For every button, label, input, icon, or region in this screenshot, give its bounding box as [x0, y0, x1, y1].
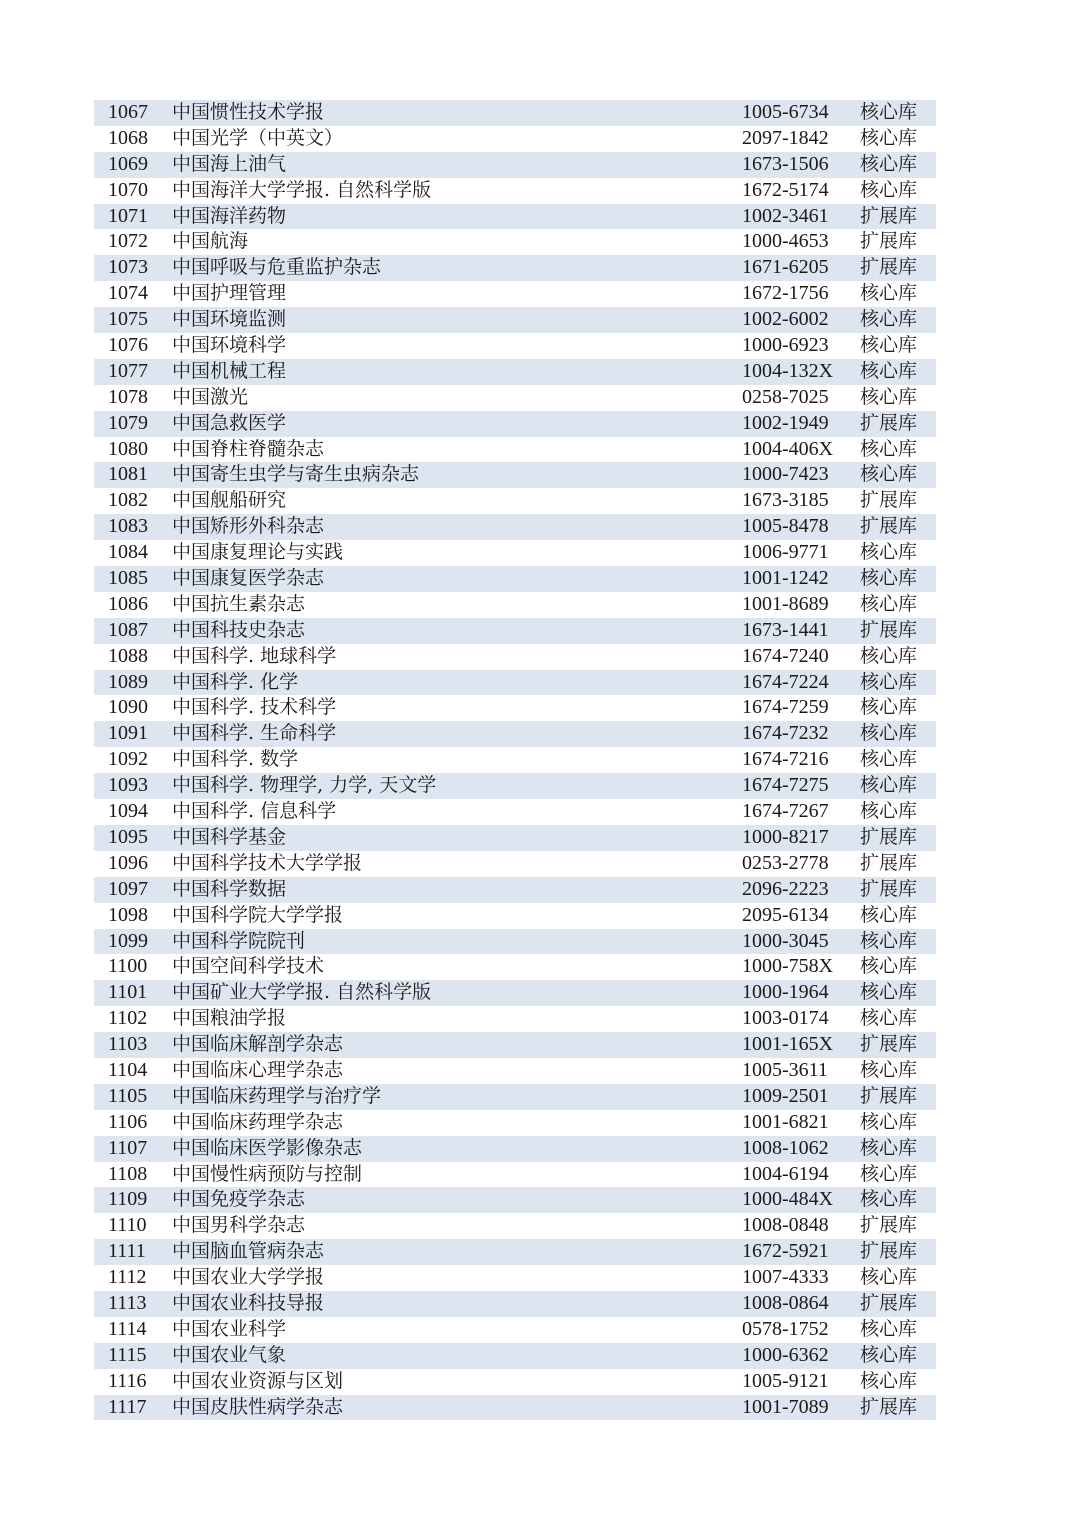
category-label: 核心库	[860, 1162, 918, 1185]
table-row	[94, 229, 936, 255]
issn: 0258-7025	[742, 385, 829, 408]
row-number: 1083	[108, 515, 148, 538]
row-number: 1090	[108, 696, 148, 719]
journal-name: 中国脑血管病杂志	[172, 1240, 325, 1263]
row-number: 1109	[108, 1188, 148, 1211]
table-row	[94, 1369, 936, 1395]
journal-name: 中国农业科技导报	[172, 1291, 325, 1314]
issn: 1004-6194	[742, 1162, 829, 1185]
row-number: 1070	[108, 178, 148, 201]
row-number: 1071	[108, 204, 148, 227]
issn: 1000-8217	[742, 825, 829, 848]
category-label: 核心库	[860, 1188, 918, 1211]
category-label: 核心库	[860, 541, 918, 564]
journal-name: 中国临床医学影像杂志	[172, 1136, 363, 1159]
category-label: 扩展库	[860, 851, 918, 874]
issn: 1673-1441	[742, 618, 829, 641]
table-row	[94, 721, 936, 747]
category-label: 扩展库	[860, 230, 918, 253]
journal-name: 中国护理管理	[172, 282, 287, 305]
category-label: 扩展库	[860, 204, 918, 227]
issn: 1000-6923	[742, 334, 829, 357]
table-row	[94, 1032, 936, 1058]
journal-name: 中国科学. 物理学, 力学, 天文学	[172, 774, 437, 797]
table-row	[94, 1006, 936, 1032]
category-label: 核心库	[860, 1110, 918, 1133]
journal-name: 中国粮油学报	[172, 1007, 287, 1030]
category-label: 扩展库	[860, 825, 918, 848]
category-label: 核心库	[860, 1343, 918, 1366]
issn: 1002-1949	[742, 411, 829, 434]
row-number: 1115	[108, 1343, 147, 1366]
row-number: 1080	[108, 437, 148, 460]
category-label: 核心库	[860, 463, 918, 486]
issn: 1006-9771	[742, 541, 829, 564]
table-row	[94, 307, 936, 333]
journal-name: 中国航海	[172, 230, 249, 253]
issn: 1005-8478	[742, 515, 829, 538]
table-row	[94, 333, 936, 359]
category-label: 扩展库	[860, 1084, 918, 1107]
issn: 1008-0864	[742, 1291, 829, 1314]
row-number: 1088	[108, 644, 148, 667]
journal-name: 中国科学. 化学	[172, 670, 299, 693]
table-row	[94, 747, 936, 773]
row-number: 1076	[108, 334, 148, 357]
category-label: 核心库	[860, 592, 918, 615]
category-label: 扩展库	[860, 1240, 918, 1263]
issn: 1674-7224	[742, 670, 829, 693]
row-number: 1102	[108, 1007, 148, 1030]
row-number: 1103	[108, 1033, 148, 1056]
row-number: 1086	[108, 592, 148, 615]
row-number: 1099	[108, 929, 148, 952]
table-row	[94, 929, 936, 955]
category-label: 扩展库	[860, 877, 918, 900]
journal-name: 中国科学. 生命科学	[172, 722, 337, 745]
journal-name: 中国康复理论与实践	[172, 541, 344, 564]
category-label: 核心库	[860, 101, 918, 123]
row-number: 1111	[108, 1240, 146, 1263]
journal-name: 中国空间科学技术	[172, 955, 325, 978]
table-row	[94, 954, 936, 980]
journal-name: 中国科学数据	[172, 877, 287, 900]
category-label: 核心库	[860, 385, 918, 408]
category-label: 核心库	[860, 1058, 918, 1081]
row-number: 1104	[108, 1058, 148, 1081]
category-label: 核心库	[860, 1317, 918, 1340]
category-label: 核心库	[860, 748, 918, 771]
issn: 1673-3185	[742, 489, 829, 512]
journal-name: 中国抗生素杂志	[172, 592, 306, 615]
journal-name: 中国海洋药物	[172, 204, 287, 227]
table-row	[94, 385, 936, 411]
journal-name: 中国光学（中英文）	[172, 126, 344, 149]
table-row	[94, 1058, 936, 1084]
journal-name: 中国激光	[172, 385, 249, 408]
table-row	[94, 851, 936, 877]
issn: 1001-165X	[742, 1033, 834, 1056]
issn: 0253-2778	[742, 851, 829, 874]
table-row	[94, 877, 936, 903]
journal-name: 中国脊柱脊髓杂志	[172, 437, 325, 460]
table-row	[94, 255, 936, 281]
journal-name: 中国海上油气	[172, 152, 287, 175]
table-row	[94, 359, 936, 385]
row-number: 1107	[108, 1136, 148, 1159]
issn: 1672-5921	[742, 1240, 829, 1263]
row-number: 1096	[108, 851, 148, 874]
table-row	[94, 100, 936, 126]
row-number: 1105	[108, 1084, 148, 1107]
table-row	[94, 204, 936, 230]
table-row	[94, 825, 936, 851]
category-label: 核心库	[860, 903, 918, 926]
journal-name: 中国环境监测	[172, 308, 287, 331]
table-row	[94, 773, 936, 799]
journal-name: 中国慢性病预防与控制	[172, 1162, 363, 1185]
table-row	[94, 1239, 936, 1265]
row-number: 1073	[108, 256, 148, 279]
table-row	[94, 411, 936, 437]
row-number: 1108	[108, 1162, 148, 1185]
journal-name: 中国矫形外科杂志	[172, 515, 325, 538]
row-number: 1106	[108, 1110, 148, 1133]
journal-name: 中国科学. 数学	[172, 748, 299, 771]
category-label: 核心库	[860, 282, 918, 305]
issn: 1672-1756	[742, 282, 829, 305]
row-number: 1101	[108, 981, 148, 1004]
table-row	[94, 980, 936, 1006]
journal-name: 中国科学基金	[172, 825, 287, 848]
row-number: 1091	[108, 722, 148, 745]
category-label: 扩展库	[860, 256, 918, 279]
journal-name: 中国农业大学学报	[172, 1266, 325, 1289]
journal-name: 中国科学院大学学报	[172, 903, 344, 926]
category-label: 扩展库	[860, 515, 918, 538]
journal-name: 中国机械工程	[172, 359, 287, 382]
journal-name: 中国临床药理学与治疗学	[172, 1084, 382, 1107]
issn: 1005-9121	[742, 1369, 829, 1392]
category-label: 扩展库	[860, 411, 918, 434]
row-number: 1078	[108, 385, 148, 408]
category-label: 核心库	[860, 722, 918, 745]
table-row	[94, 618, 936, 644]
category-label: 核心库	[860, 1266, 918, 1289]
category-label: 核心库	[860, 1007, 918, 1030]
journal-name: 中国农业资源与区划	[172, 1369, 344, 1392]
category-label: 核心库	[860, 126, 918, 149]
row-number: 1089	[108, 670, 148, 693]
table-row	[94, 462, 936, 488]
issn: 1674-7259	[742, 696, 829, 719]
category-label: 核心库	[860, 800, 918, 823]
journal-name: 中国免疫学杂志	[172, 1188, 306, 1211]
journal-name: 中国科学技术大学学报	[172, 851, 363, 874]
table-row	[94, 488, 936, 514]
issn: 1001-6821	[742, 1110, 829, 1133]
category-label: 扩展库	[860, 1033, 918, 1056]
issn: 1005-6734	[742, 101, 829, 123]
issn: 1674-7216	[742, 748, 829, 771]
table-row	[94, 695, 936, 721]
row-number: 1079	[108, 411, 148, 434]
journal-name: 中国农业科学	[172, 1317, 287, 1340]
table-row	[94, 1162, 936, 1188]
journal-name: 中国科学院院刊	[172, 929, 306, 952]
category-label: 核心库	[860, 567, 918, 590]
issn: 1003-0174	[742, 1007, 829, 1030]
table-row	[94, 152, 936, 178]
journal-name: 中国皮肤性病学杂志	[172, 1395, 344, 1418]
row-number: 1113	[108, 1291, 147, 1314]
journal-name: 中国康复医学杂志	[172, 567, 325, 590]
table-row	[94, 799, 936, 825]
journal-name: 中国呼吸与危重监护杂志	[172, 256, 382, 279]
category-label: 核心库	[860, 1136, 918, 1159]
issn: 1005-3611	[742, 1058, 828, 1081]
row-number: 1068	[108, 126, 148, 149]
category-label: 核心库	[860, 696, 918, 719]
category-label: 扩展库	[860, 489, 918, 512]
issn: 1000-484X	[742, 1188, 834, 1211]
category-label: 核心库	[860, 1369, 918, 1392]
issn: 1000-6362	[742, 1343, 829, 1366]
category-label: 扩展库	[860, 1395, 918, 1418]
issn: 1004-132X	[742, 359, 834, 382]
row-number: 1081	[108, 463, 148, 486]
category-label: 扩展库	[860, 618, 918, 641]
row-number: 1087	[108, 618, 148, 641]
category-label: 核心库	[860, 334, 918, 357]
table-row	[94, 1317, 936, 1343]
journal-name: 中国农业气象	[172, 1343, 287, 1366]
category-label: 核心库	[860, 955, 918, 978]
row-number: 1077	[108, 359, 148, 382]
issn: 1002-3461	[742, 204, 829, 227]
category-label: 核心库	[860, 774, 918, 797]
issn: 1002-6002	[742, 308, 829, 331]
category-label: 核心库	[860, 670, 918, 693]
category-label: 扩展库	[860, 1291, 918, 1314]
journal-name: 中国临床解剖学杂志	[172, 1033, 344, 1056]
table-row	[94, 592, 936, 618]
category-label: 核心库	[860, 359, 918, 382]
table-row	[94, 1395, 936, 1421]
issn: 1007-4333	[742, 1266, 829, 1289]
row-number: 1069	[108, 152, 148, 175]
issn: 1000-7423	[742, 463, 829, 486]
row-number: 1114	[108, 1317, 147, 1340]
table-row	[94, 540, 936, 566]
category-label: 核心库	[860, 178, 918, 201]
issn: 1674-7275	[742, 774, 829, 797]
journal-name: 中国急救医学	[172, 411, 287, 434]
issn: 1001-1242	[742, 567, 829, 590]
table-row	[94, 126, 936, 152]
journal-table	[94, 100, 936, 1420]
table-row	[94, 514, 936, 540]
issn: 1000-758X	[742, 955, 834, 978]
row-number: 1112	[108, 1266, 147, 1289]
issn: 1000-1964	[742, 981, 829, 1004]
journal-name: 中国科学. 技术科学	[172, 696, 337, 719]
issn: 1004-406X	[742, 437, 834, 460]
issn: 2097-1842	[742, 126, 829, 149]
journal-name: 中国临床心理学杂志	[172, 1058, 344, 1081]
category-label: 核心库	[860, 152, 918, 175]
table-row	[94, 903, 936, 929]
table-row	[94, 566, 936, 592]
journal-name: 中国寄生虫学与寄生虫病杂志	[172, 463, 420, 486]
category-label: 核心库	[860, 644, 918, 667]
issn: 1000-4653	[742, 230, 829, 253]
issn: 2096-2223	[742, 877, 829, 900]
row-number: 1117	[108, 1395, 147, 1418]
table-row	[94, 178, 936, 204]
row-number: 1092	[108, 748, 148, 771]
row-number: 1074	[108, 282, 148, 305]
row-number: 1094	[108, 800, 148, 823]
row-number: 1072	[108, 230, 148, 253]
table-row	[94, 1187, 936, 1213]
journal-name: 中国科技史杂志	[172, 618, 306, 641]
issn: 1674-7267	[742, 800, 829, 823]
table-row	[94, 281, 936, 307]
issn: 1009-2501	[742, 1084, 829, 1107]
issn: 0578-1752	[742, 1317, 829, 1340]
table-row	[94, 1343, 936, 1369]
row-number: 1093	[108, 774, 148, 797]
issn: 1674-7240	[742, 644, 829, 667]
issn: 1671-6205	[742, 256, 829, 279]
table-row	[94, 437, 936, 463]
journal-name: 中国舰船研究	[172, 489, 287, 512]
row-number: 1098	[108, 903, 148, 926]
row-number: 1095	[108, 825, 148, 848]
issn: 1000-3045	[742, 929, 829, 952]
issn: 1673-1506	[742, 152, 829, 175]
row-number: 1116	[108, 1369, 147, 1392]
journal-name: 中国矿业大学学报. 自然科学版	[172, 981, 432, 1004]
row-number: 1075	[108, 308, 148, 331]
issn: 2095-6134	[742, 903, 829, 926]
table-row	[94, 644, 936, 670]
row-number: 1100	[108, 955, 148, 978]
row-number: 1110	[108, 1214, 147, 1237]
issn: 1008-0848	[742, 1214, 829, 1237]
issn: 1001-7089	[742, 1395, 829, 1418]
table-row	[94, 1110, 936, 1136]
row-number: 1085	[108, 567, 148, 590]
journal-name: 中国科学. 地球科学	[172, 644, 337, 667]
issn: 1001-8689	[742, 592, 829, 615]
category-label: 核心库	[860, 308, 918, 331]
table-row	[94, 1084, 936, 1110]
journal-name: 中国环境科学	[172, 334, 287, 357]
category-label: 核心库	[860, 929, 918, 952]
issn: 1674-7232	[742, 722, 829, 745]
category-label: 核心库	[860, 981, 918, 1004]
category-label: 扩展库	[860, 1214, 918, 1237]
issn: 1008-1062	[742, 1136, 829, 1159]
journal-name: 中国海洋大学学报. 自然科学版	[172, 178, 432, 201]
table-row	[94, 1213, 936, 1239]
table-row	[94, 1291, 936, 1317]
table-row	[94, 670, 936, 696]
row-number: 1067	[108, 101, 148, 123]
category-label: 核心库	[860, 437, 918, 460]
row-number: 1084	[108, 541, 148, 564]
issn: 1672-5174	[742, 178, 829, 201]
row-number: 1097	[108, 877, 148, 900]
journal-name: 中国科学. 信息科学	[172, 800, 337, 823]
journal-name: 中国男科学杂志	[172, 1214, 306, 1237]
table-row	[94, 1265, 936, 1291]
table-row	[94, 1136, 936, 1162]
row-number: 1082	[108, 489, 148, 512]
journal-name: 中国惯性技术学报	[172, 101, 325, 123]
journal-name: 中国临床药理学杂志	[172, 1110, 344, 1133]
